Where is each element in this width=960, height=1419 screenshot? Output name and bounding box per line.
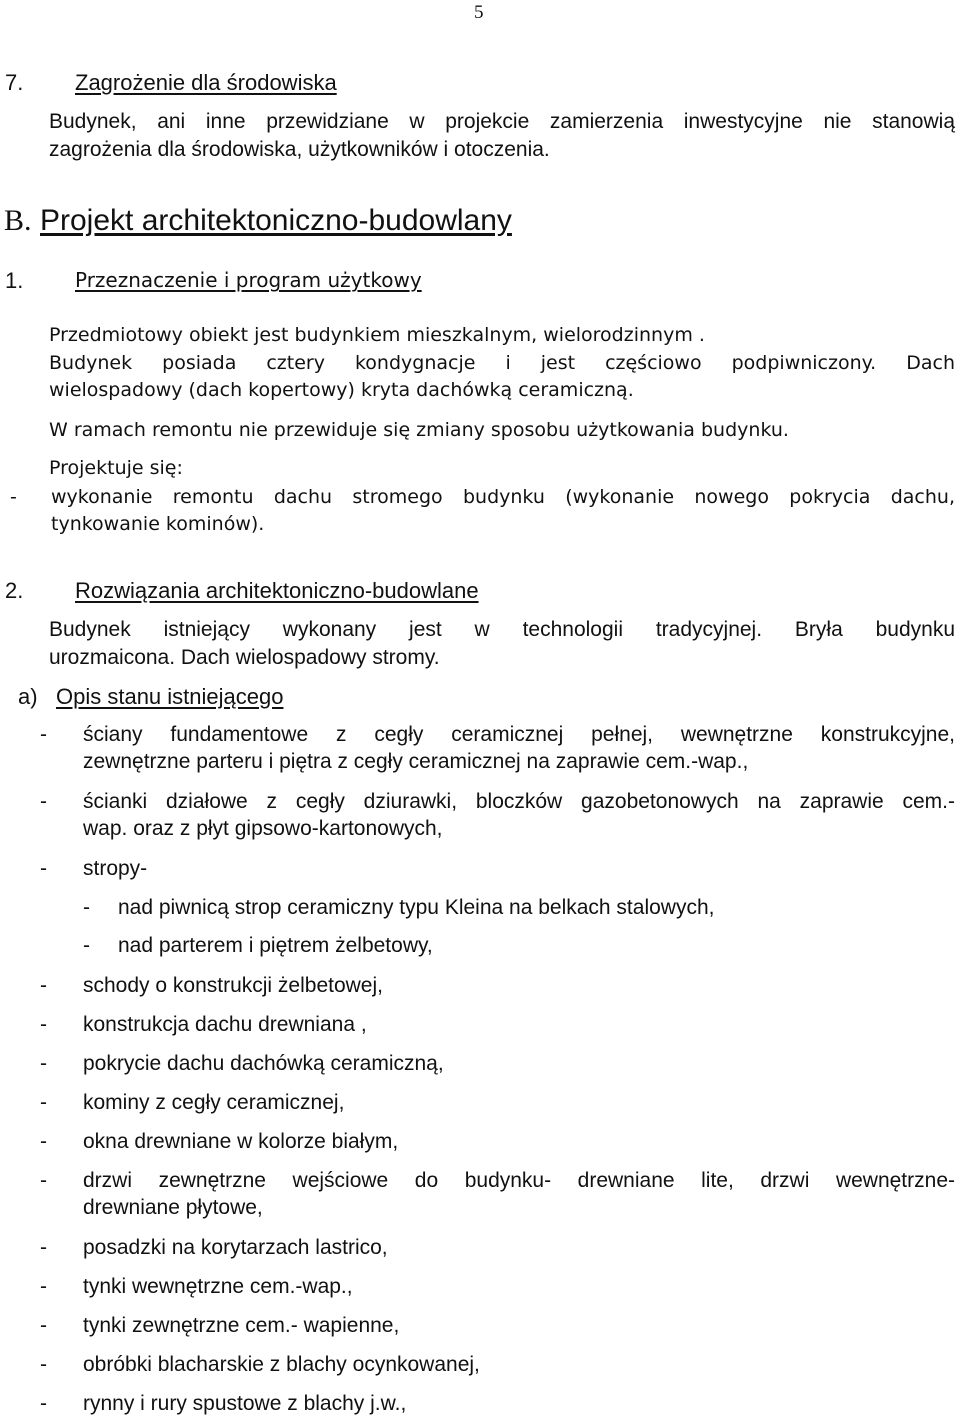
sub-list-item-1: nad piwnicą strop ceramiczny typu Kleina na belkach stalowych, [118, 896, 715, 919]
list-item-dash: - [40, 1392, 47, 1415]
section-1-heading: Przeznaczenie i program użytkowy [75, 268, 422, 292]
section-7-text-line-1: Budynek, ani inne przewidziane w projekcie zamierzenia inwestycyjne nie stanowią [49, 110, 955, 133]
list-item-9-line-1: drzwi zewnętrzne wejściowe do budynku- drewniane lite, drzwi wewnętrzne- [83, 1169, 955, 1192]
list-item-14: rynny i rury spustowe z blachy j.w., [83, 1392, 407, 1415]
section-2-paragraph-line-1: Budynek istniejący wykonany jest w technologii tradycyjnej. Bryła budynku [49, 618, 955, 641]
list-item-dash: - [40, 723, 47, 746]
section-7-text-line-2: zagrożenia dla środowiska, użytkowników i otoczenia. [49, 138, 550, 161]
section-2-paragraph-line-2: urozmaicona. Dach wielospadowy stromy. [49, 646, 440, 669]
list-item-9-line-2: drewniane płytowe, [83, 1196, 263, 1219]
list-item-8: okna drewniane w kolorze białym, [83, 1130, 399, 1153]
list-item-10: posadzki na korytarzach lastrico, [83, 1236, 388, 1259]
list-item-dash: - [40, 1130, 47, 1153]
section-7-number: 7. [5, 70, 24, 95]
sub-list-item-dash: - [83, 896, 90, 919]
section-1-bullet-line-1: wykonanie remontu dachu stromego budynku (wykonanie nowego pokrycia dachu, [51, 486, 955, 508]
list-item-12: tynki zewnętrzne cem.- wapienne, [83, 1314, 400, 1337]
list-item-3: stropy- [83, 857, 148, 880]
subsection-a-heading: Opis stanu istniejącego [56, 684, 284, 709]
list-item-dash: - [40, 790, 47, 813]
list-item-dash: - [40, 1314, 47, 1337]
section-1-paragraph-2-line-2: wielospadowy (dach kopertowy) kryta dachówką ceramiczną. [49, 379, 634, 401]
section-b-heading: Projekt architektoniczno-budowlany [40, 204, 512, 237]
page-number: 5 [474, 2, 484, 23]
section-1-paragraph-2-line-1: Budynek posiada cztery kondygnacje i jest częściowo podpiwniczony. Dach [49, 352, 955, 374]
list-item-dash: - [40, 974, 47, 997]
sub-list-item-dash: - [83, 934, 90, 957]
section-b-letter: B. [4, 204, 32, 237]
list-item-dash: - [40, 1353, 47, 1376]
section-1-bullet-dash: - [10, 486, 17, 508]
list-item-6: pokrycie dachu dachówką ceramiczną, [83, 1052, 444, 1075]
list-item-13: obróbki blacharskie z blachy ocynkowanej, [83, 1353, 480, 1376]
section-1-paragraph-1: Przedmiotowy obiekt jest budynkiem mieszkalnym, wielorodzinnym . [49, 324, 705, 346]
list-item-dash: - [40, 857, 47, 880]
list-item-11: tynki wewnętrzne cem.-wap., [83, 1275, 353, 1298]
section-2-heading: Rozwiązania architektoniczno-budowlane [75, 578, 479, 603]
list-item-1-line-2: zewnętrzne parteru i piętra z cegły ceramicznej na zaprawie cem.-wap., [83, 750, 749, 773]
list-item-7: kominy z cegły ceramicznej, [83, 1091, 345, 1114]
section-1-paragraph-3: W ramach remontu nie przewiduje się zmiany sposobu użytkowania budynku. [49, 419, 789, 441]
list-item-dash: - [40, 1013, 47, 1036]
list-item-2-line-2: wap. oraz z płyt gipsowo-kartonowych, [83, 817, 443, 840]
section-7-heading: Zagrożenie dla środowiska [75, 70, 337, 95]
sub-list-item-2: nad parterem i piętrem żelbetowy, [118, 934, 433, 957]
list-item-dash: - [40, 1236, 47, 1259]
section-1-bullet-line-2: tynkowanie kominów). [51, 513, 265, 535]
list-item-4: schody o konstrukcji żelbetowej, [83, 974, 383, 997]
list-item-2-line-1: ścianki działowe z cegły dziurawki, bloczków gazobetonowych na zaprawie cem.- [83, 790, 955, 813]
section-1-number: 1. [5, 268, 24, 293]
list-item-dash: - [40, 1091, 47, 1114]
section-2-number: 2. [5, 578, 24, 603]
section-1-paragraph-4: Projektuje się: [49, 457, 183, 479]
list-item-dash: - [40, 1275, 47, 1298]
list-item-dash: - [40, 1169, 47, 1192]
list-item-1-line-1: ściany fundamentowe z cegły ceramicznej pełnej, wewnętrzne konstrukcyjne, [83, 723, 955, 746]
subsection-a-label: a) [18, 684, 38, 709]
list-item-5: konstrukcja dachu drewniana , [83, 1013, 367, 1036]
list-item-dash: - [40, 1052, 47, 1075]
